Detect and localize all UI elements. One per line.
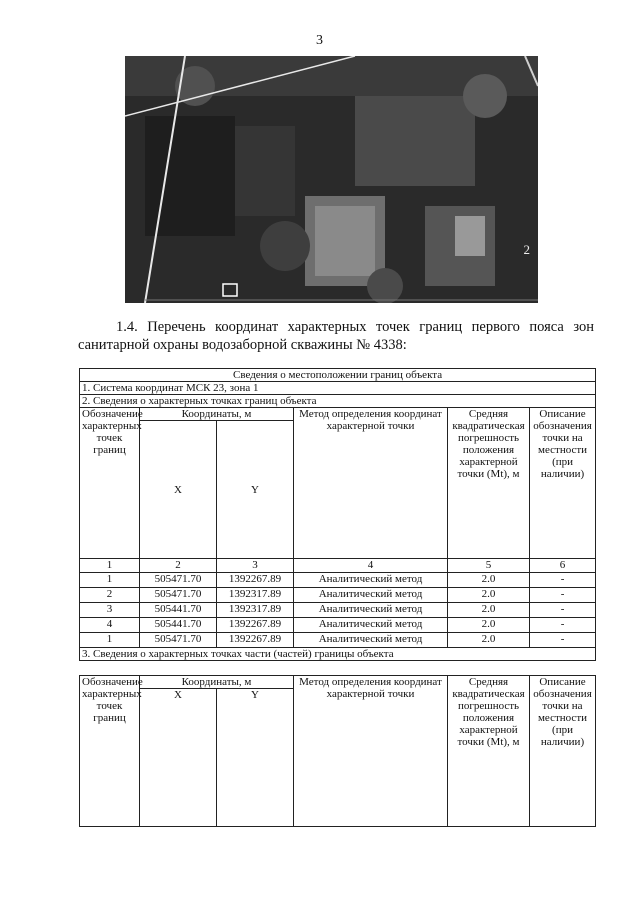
y-value: 1392317.89 xyxy=(217,588,294,603)
method-value: Аналитический метод xyxy=(294,573,448,588)
table-row xyxy=(80,633,596,648)
table-row xyxy=(80,603,596,618)
table-section: 3. Сведения о характерных точках части (частей) границы объекта xyxy=(80,648,596,661)
point-id: 1 xyxy=(80,633,140,648)
column-number: 2 xyxy=(140,559,217,573)
photo-label: 2 xyxy=(523,242,530,257)
description-value: - xyxy=(530,603,596,618)
column-number: 3 xyxy=(217,559,294,573)
header-y: Y xyxy=(217,689,294,827)
point-id: 1 xyxy=(80,573,140,588)
page-number: 3 xyxy=(316,33,323,48)
error-value: 2.0 xyxy=(448,618,530,633)
x-value: 505471.70 xyxy=(140,573,217,588)
header-coords: Координаты, м xyxy=(140,676,294,689)
error-value: 2.0 xyxy=(448,633,530,648)
header-y: Y xyxy=(217,421,294,559)
table-title: Сведения о местоположении границ объекта xyxy=(80,369,596,382)
aerial-photo xyxy=(125,56,538,303)
x-value: 505471.70 xyxy=(140,633,217,648)
x-value: 505441.70 xyxy=(140,603,217,618)
table-row xyxy=(80,618,596,633)
y-value: 1392267.89 xyxy=(217,618,294,633)
description-value: - xyxy=(530,588,596,603)
point-id: 4 xyxy=(80,618,140,633)
section-heading: 1.4. Перечень координат характерных точек границ первого пояса зон санитарной охраны водозаборной скважины № 4338: xyxy=(78,319,594,353)
method-value: Аналитический метод xyxy=(294,588,448,603)
y-value: 1392317.89 xyxy=(217,603,294,618)
column-number: 1 xyxy=(80,559,140,573)
method-value: Аналитический метод xyxy=(294,618,448,633)
y-value: 1392267.89 xyxy=(217,573,294,588)
y-value: 1392267.89 xyxy=(217,633,294,648)
description-value: - xyxy=(530,573,596,588)
x-value: 505471.70 xyxy=(140,588,217,603)
part-coordinates-table xyxy=(79,675,596,827)
description-value: - xyxy=(530,618,596,633)
header-error: Средняя квадратическая погрешность положения характерной точки (Mt), м xyxy=(448,408,530,559)
column-number: 4 xyxy=(294,559,448,573)
header-coords: Координаты, м xyxy=(140,408,294,421)
description-value: - xyxy=(530,633,596,648)
x-value: 505441.70 xyxy=(140,618,217,633)
coordinates-table xyxy=(79,368,596,661)
table-row xyxy=(80,573,596,588)
column-number: 6 xyxy=(530,559,596,573)
method-value: Аналитический метод xyxy=(294,633,448,648)
table-section: 2. Сведения о характерных точках границ объекта xyxy=(80,395,596,408)
error-value: 2.0 xyxy=(448,603,530,618)
column-number: 5 xyxy=(448,559,530,573)
table-row xyxy=(80,588,596,603)
header-description: Описание обозначения точки на местности (при наличии) xyxy=(530,408,596,559)
header-designation: Обозначение характерных точек границ xyxy=(80,408,140,559)
point-id: 3 xyxy=(80,603,140,618)
header-designation: Обозначение характерных точек границ xyxy=(80,676,140,827)
error-value: 2.0 xyxy=(448,573,530,588)
header-x: X xyxy=(140,689,217,827)
header-method: Метод определения координат характерной точки xyxy=(294,676,448,827)
header-x: X xyxy=(140,421,217,559)
header-method: Метод определения координат характерной точки xyxy=(294,408,448,559)
header-error: Средняя квадратическая погрешность положения характерной точки (Mt), м xyxy=(448,676,530,827)
table-section: 1. Система координат МСК 23, зона 1 xyxy=(80,382,596,395)
error-value: 2.0 xyxy=(448,588,530,603)
method-value: Аналитический метод xyxy=(294,603,448,618)
point-id: 2 xyxy=(80,588,140,603)
header-description: Описание обозначения точки на местности (при наличии) xyxy=(530,676,596,827)
